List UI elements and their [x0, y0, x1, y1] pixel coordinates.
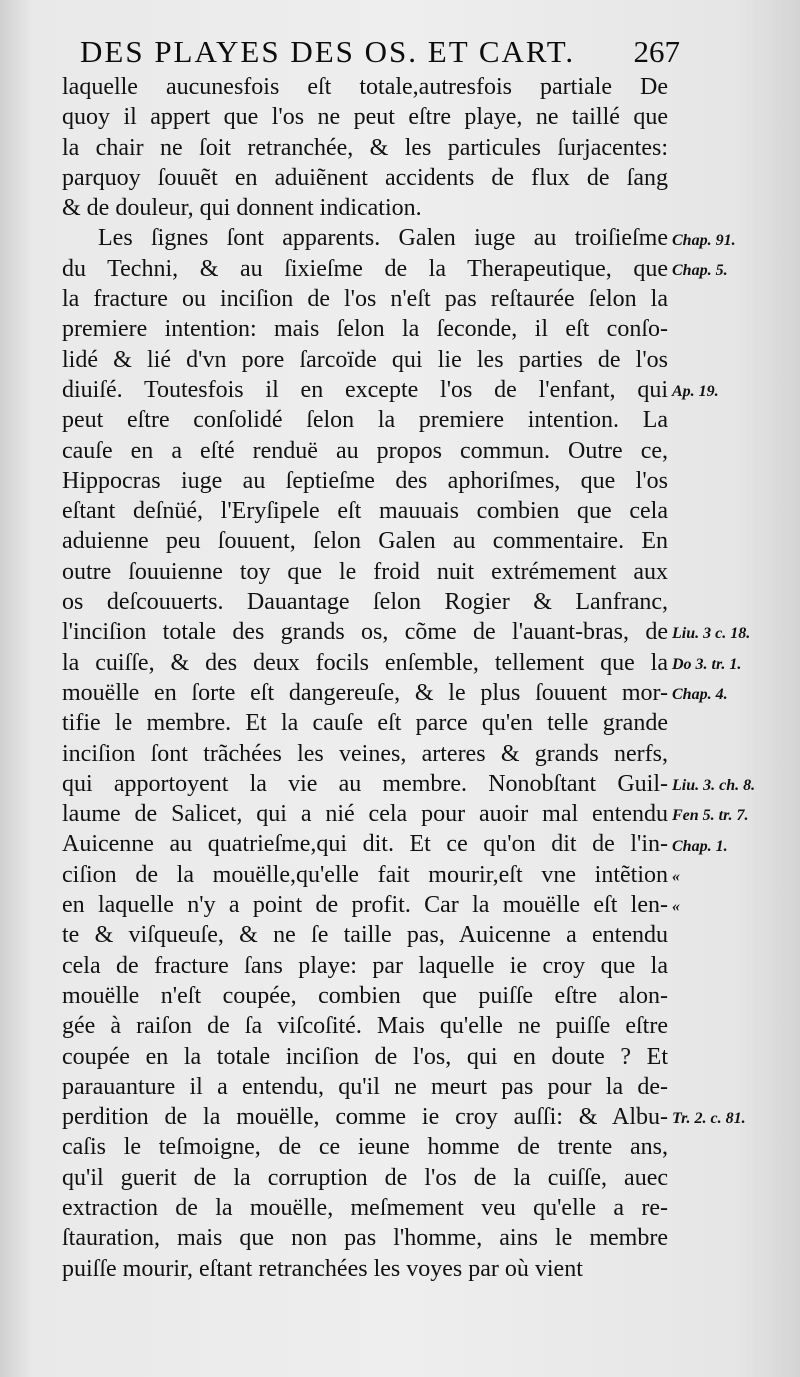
- margin-note: Chap. 1.: [672, 837, 728, 855]
- text-line: gée à raiſon de ſa viſcoſité. Mais qu'elle ne puiſſe eſtre: [62, 1013, 668, 1040]
- margin-note: Ap. 19.: [672, 383, 719, 400]
- text-line: diuiſé. Toutesfois il en excepte l'os de l'enfant, qui: [62, 376, 668, 403]
- text-line: mouëlle n'eſt coupée, combien que puiſſe eſtre alon-: [62, 982, 668, 1009]
- text-line: cauſe en a eſté renduë au propos commun. Outre ce,: [62, 437, 668, 464]
- text-line: parauanture il a entendu, qu'il ne meurt pas pour la de-: [62, 1073, 668, 1100]
- margin-note: Chap. 4.: [672, 686, 728, 703]
- text-line: en laquelle n'y a point de profit. Car la mouëlle eſt len-: [62, 892, 668, 919]
- page-number: 267: [633, 34, 680, 69]
- text-line: la cuiſſe, & des deux focils enſemble, tellement que la: [62, 649, 668, 676]
- margin-note: «: [672, 898, 680, 916]
- text-line: eſtant deſnüé, l'Eryſipele eſt mauuais combien que cela: [62, 498, 668, 525]
- text-line: coupée en la totale inciſion de l'os, qui en doute ? Et: [62, 1043, 668, 1070]
- text-line: quoy il appert que l'os ne peut eſtre playe, ne taillé que: [62, 104, 668, 131]
- text-line: ciſion de la mouëlle,qu'elle fait mourir,eſt vne intẽtion: [62, 861, 668, 888]
- text-line: Hippocras iuge au ſeptieſme des aphoriſmes, que l'os: [62, 467, 668, 494]
- text-line: la fracture ou inciſion de l'os n'eſt pas reſtaurée ſelon la: [62, 286, 668, 313]
- text-line: du Techni, & au ſixieſme de la Therapeutique, que: [62, 255, 668, 282]
- text-line: puiſſe mourir, eſtant retranchées les voyes par où vient: [62, 1255, 583, 1282]
- text-line: extraction de la mouëlle, meſmement veu qu'elle a re-: [62, 1194, 668, 1221]
- text-line: mouëlle en ſorte eſt dangereuſe, & le plus ſouuent mor-: [62, 679, 668, 706]
- margin-note: Fen 5. tr. 7.: [672, 807, 749, 825]
- text-line: qui apportoyent la vie au membre. Nonobſtant Guil-: [62, 770, 668, 797]
- running-header: [80, 34, 680, 74]
- running-title: DES PLAYES DES OS. ET CART.: [80, 34, 576, 69]
- text-line: Auicenne au quatrieſme,qui dit. Et ce qu'on dit de l'in-: [62, 831, 668, 858]
- text-line: Les ſignes ſont apparents. Galen iuge au troiſieſme: [98, 225, 668, 252]
- text-line: tifie le membre. Et la cauſe eſt parce qu'en telle grande: [62, 710, 668, 737]
- text-line: cela de fracture ſans playe: par laquelle ie croy que la: [62, 952, 668, 979]
- text-line: aduienne peu ſouuent, ſelon Galen au commentaire. En: [62, 528, 668, 555]
- text-line: la chair ne ſoit retranchée, & les particules ſurjacentes:: [62, 134, 668, 161]
- text-line: ſtauration, mais que non pas l'homme, ains le membre: [62, 1225, 668, 1252]
- text-line: & de douleur, qui donnent indication.: [62, 195, 422, 222]
- margin-note: Chap. 5.: [672, 261, 728, 279]
- margin-note: Liu. 3. ch. 8.: [672, 776, 756, 794]
- text-line: peut eſtre conſolidé ſelon la premiere intention. La: [62, 407, 668, 434]
- text-line: qu'il guerit de la corruption de l'os de la cuiſſe, auec: [62, 1164, 668, 1191]
- margin-note: «: [672, 867, 680, 885]
- body-text: [62, 72, 668, 1284]
- margin-note: Chap. 91.: [672, 231, 736, 249]
- text-line: caſis le teſmoigne, de ce ieune homme de trente ans,: [62, 1134, 668, 1161]
- text-line: premiere intention: mais ſelon la ſeconde, il eſt conſo-: [62, 316, 668, 343]
- text-line: outre ſouuienne toy que le froid nuit extrémement aux: [62, 558, 668, 585]
- margin-note: Tr. 2. c. 81.: [672, 1110, 746, 1128]
- text-line: lidé & lié d'vn pore ſarcoïde qui lie les parties de l'os: [62, 346, 668, 373]
- text-line: laquelle aucunesfois eſt totale,autresfois partiale De: [62, 74, 668, 100]
- margin-note: Liu. 3 c. 18.: [672, 625, 751, 643]
- margin-note: Do 3. tr. 1.: [672, 655, 742, 673]
- text-line: te & viſqueuſe, & ne ſe taille pas, Auicenne a entendu: [62, 922, 668, 949]
- text-line: inciſion ſont trãchées les veines, arteres & grands nerfs,: [62, 740, 668, 767]
- text-line: perdition de la mouëlle, comme ie croy auſſi: & Albu-: [62, 1104, 668, 1131]
- text-line: parquoy ſouuẽt en aduiẽnent accidents de flux de ſang: [62, 164, 668, 191]
- text-line: laume de Salicet, qui a nié cela pour auoir mal entendu: [62, 801, 668, 828]
- text-line: l'inciſion totale des grands os, cõme de l'auant-bras, de: [62, 619, 668, 646]
- text-line: os deſcouuerts. Dauantage ſelon Rogier & Lanfranc,: [62, 589, 668, 616]
